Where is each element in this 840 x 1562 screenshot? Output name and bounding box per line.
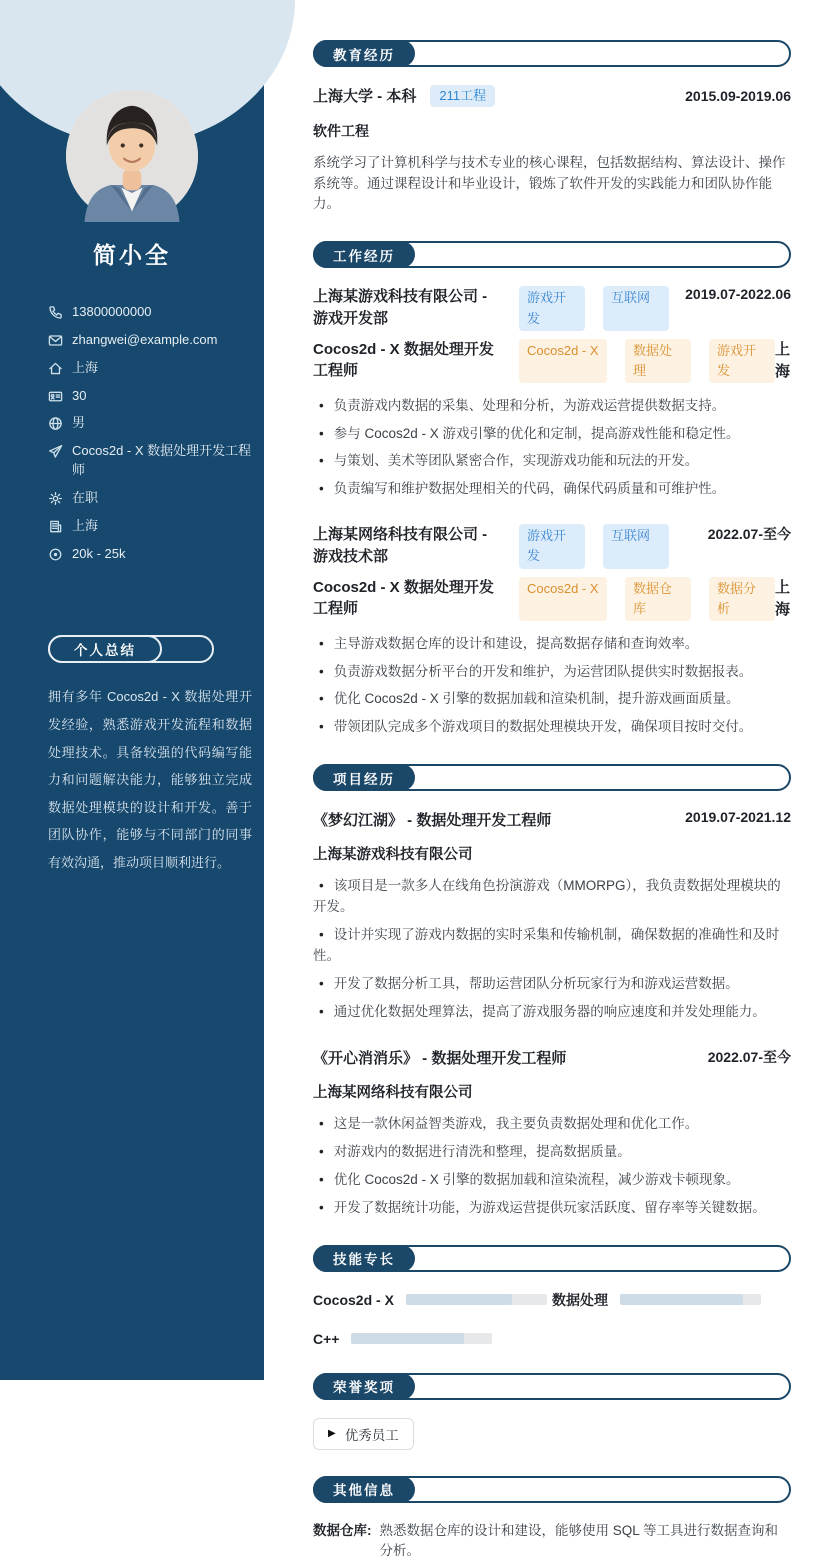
skill-tag: 数据分析	[709, 577, 775, 621]
job-entry	[313, 524, 791, 738]
job-title-row	[313, 577, 791, 622]
section-title: 技能专长	[313, 1245, 415, 1272]
skill-item	[313, 1290, 552, 1310]
contact-list	[48, 303, 252, 563]
section-awards	[313, 1373, 791, 1450]
skill-name: Cocos2d - X	[313, 1291, 394, 1308]
bullet-item	[313, 424, 791, 445]
bullet-dot: •	[319, 481, 324, 497]
bullet-dot: •	[319, 691, 324, 707]
bullet-text: 优化 Cocos2d - X 引擎的数据加载和渲染机制，提升游戏画面质量。	[333, 691, 740, 707]
skill-fill	[406, 1294, 512, 1305]
bullet-item	[313, 925, 791, 967]
section-title: 其他信息	[313, 1476, 415, 1503]
education-desc: 系统学习了计算机科学与技术专业的核心课程，包括数据结构、算法设计、操作系统等。通过课程设计和毕业设计，锻炼了软件开发的实践能力和团队协作能力。	[313, 154, 786, 212]
summary-text: 拥有多年 Cocos2d - X 数据处理开发经验，熟悉游戏开发流程和数据处理技术。具备较强的代码编写能力和问题解决能力，能够独立完成数据处理模块的设计和开发。善于团队协作，能够与不同部门的同事有效沟通，推动项目顺利进行。	[48, 689, 252, 870]
project-entry	[313, 809, 791, 1023]
mail-icon	[48, 333, 63, 348]
project-date: 2019.07-2021.12	[685, 809, 791, 826]
bullet-text: 带领团队完成多个游戏项目的数据处理模块开发，确保项目按时交付。	[333, 719, 753, 735]
industry-tags	[519, 524, 669, 568]
education-date: 2015.09-2019.06	[685, 87, 791, 104]
skill-bar	[620, 1294, 761, 1305]
bullet-item	[313, 876, 791, 918]
gear-icon	[48, 491, 63, 506]
skill-name: C++	[313, 1330, 340, 1347]
bullet-dot: •	[319, 1003, 324, 1019]
section-title: 荣誉奖项	[313, 1373, 415, 1400]
bullet-text: 开发了数据分析工具，帮助运营团队分析玩家行为和游戏运营数据。	[333, 975, 739, 991]
contact-status	[48, 489, 252, 508]
bullet-dot: •	[319, 663, 324, 679]
contact-job-title	[48, 442, 252, 480]
contact-value: 13800000000	[72, 304, 152, 319]
project-company: 上海某网络科技有限公司	[313, 1084, 473, 1101]
contact-value: Cocos2d - X 数据处理开发工程师	[72, 443, 252, 478]
contact-phone	[48, 303, 252, 322]
skill-tag: 数据仓库	[625, 577, 691, 621]
badge-211: 211工程	[430, 85, 495, 107]
contact-value: 30	[72, 387, 87, 403]
section-skills	[313, 1245, 791, 1347]
company-name: 上海某网络科技有限公司 - 游戏技术部	[313, 526, 488, 566]
job-title: Cocos2d - X 数据处理开发工程师	[313, 340, 494, 380]
education-head-row	[313, 85, 791, 107]
summary-title: 个人总结	[48, 635, 162, 663]
award-item[interactable]	[313, 1418, 414, 1450]
skill-name: 数据处理	[552, 1291, 608, 1308]
bullet-text: 对游戏内的数据进行清洗和整理，提高数据质量。	[333, 1143, 631, 1159]
bullet-text: 负责游戏内数据的采集、处理和分析，为游戏运营提供数据支持。	[333, 397, 726, 413]
bullet-dot: •	[319, 1199, 324, 1215]
contact-value: zhangwei@example.com	[72, 331, 218, 347]
other-info-text: 熟悉数据仓库的设计和建设，能够使用 SQL 等工具进行数据查询和分析。	[379, 1522, 779, 1559]
project-bullets	[313, 1114, 791, 1219]
skill-bar	[351, 1333, 492, 1344]
bullet-dot: •	[319, 635, 324, 651]
bullet-text: 优化 Cocos2d - X 引擎的数据加载和渲染流程，减少游戏卡顿现象。	[333, 1171, 740, 1187]
bullet-dot: •	[319, 1143, 324, 1159]
bullet-item	[313, 1002, 791, 1023]
project-date: 2022.07-至今	[707, 1048, 791, 1065]
skill-fill	[351, 1333, 464, 1344]
bullet-item	[313, 1142, 791, 1163]
job-date: 2022.07-至今	[707, 526, 791, 543]
industry-tags	[519, 286, 669, 330]
bullet-item	[313, 662, 791, 683]
contact-work-city	[48, 517, 252, 536]
award-label: 优秀员工	[344, 1427, 399, 1443]
contact-value: 上海	[72, 517, 99, 533]
bullet-text: 负责编写和维护数据处理相关的代码，确保代码质量和可维护性。	[333, 481, 726, 497]
contact-value: 20k - 25k	[72, 545, 126, 561]
job-company-row	[313, 286, 791, 330]
contact-city	[48, 359, 252, 378]
bullet-dot: •	[319, 397, 324, 413]
bullet-text: 参与 Cocos2d - X 游戏引擎的优化和定制，提高游戏性能和稳定性。	[333, 425, 740, 441]
education-section-header	[313, 40, 791, 67]
phone-icon	[48, 305, 63, 320]
bullet-item	[313, 396, 791, 417]
bullet-text: 主导游戏数据仓库的设计和建设，提高数据存储和查询效率。	[333, 635, 699, 651]
section-title: 教育经历	[313, 40, 415, 67]
section-work	[313, 241, 791, 738]
skill-bar	[406, 1294, 547, 1305]
section-education	[313, 40, 791, 215]
skill-fill	[620, 1294, 743, 1305]
avatar	[66, 90, 198, 222]
project-bullets	[313, 876, 791, 1023]
resume-main	[264, 0, 840, 1559]
bullet-dot: •	[319, 927, 324, 943]
bullet-dot: •	[319, 719, 324, 735]
candidate-name: 简小全	[93, 242, 171, 268]
company-name: 上海某游戏科技有限公司 - 游戏开发部	[313, 288, 488, 328]
other-section-header	[313, 1476, 791, 1503]
sidebar	[0, 0, 264, 1380]
project-entry	[313, 1047, 791, 1219]
bullet-item	[313, 634, 791, 655]
bullet-dot: •	[319, 878, 324, 894]
bullet-text: 通过优化数据处理算法，提高了游戏服务器的响应速度和并发处理能力。	[333, 1003, 766, 1019]
skill-tag: 游戏开发	[709, 339, 775, 383]
job-entry	[313, 286, 791, 500]
contact-email	[48, 331, 252, 350]
summary-section-header	[48, 635, 214, 663]
target-icon	[48, 547, 63, 562]
contact-gender	[48, 414, 252, 433]
job-location: 上海	[775, 578, 791, 619]
bullet-item	[313, 1198, 791, 1219]
skill-tags	[519, 339, 775, 383]
bullet-item	[313, 1114, 791, 1135]
job-bullets	[313, 396, 791, 501]
job-title: Cocos2d - X 数据处理开发工程师	[313, 578, 494, 618]
gender-icon	[48, 416, 63, 431]
section-title: 工作经历	[313, 241, 415, 268]
play-icon: ▶	[328, 1428, 336, 1440]
bullet-dot: •	[319, 975, 324, 991]
work-section-header	[313, 241, 791, 268]
job-title-row	[313, 339, 791, 384]
skills-section-header	[313, 1245, 791, 1272]
bullet-dot: •	[319, 1171, 324, 1187]
awards-section-header	[313, 1373, 791, 1400]
job-bullets	[313, 634, 791, 739]
home-icon	[48, 361, 63, 376]
avatar-portrait-illustration	[66, 90, 198, 222]
paper-plane-icon	[48, 444, 63, 459]
skill-item	[313, 1331, 552, 1347]
bullet-text: 该项目是一款多人在线角色扮演游戏（MMORPG），我负责数据处理模块的开发。	[313, 878, 781, 915]
bullet-text: 这是一款休闲益智类游戏，我主要负责数据处理和优化工作。	[333, 1115, 699, 1131]
bullet-item	[313, 974, 791, 995]
bullet-item	[313, 451, 791, 472]
contact-age	[48, 387, 252, 406]
skill-tag: 数据处理	[625, 339, 691, 383]
skill-tag: Cocos2d - X	[519, 339, 607, 383]
bullet-text: 开发了数据统计功能，为游戏运营提供玩家活跃度、留存率等关键数据。	[333, 1199, 766, 1215]
bullet-item	[313, 1170, 791, 1191]
job-date: 2019.07-2022.06	[685, 286, 791, 303]
other-info-label: 数据仓库:	[313, 1522, 372, 1538]
id-card-icon	[48, 389, 63, 404]
skill-tag: Cocos2d - X	[519, 577, 607, 621]
job-location: 上海	[775, 340, 791, 381]
industry-tag: 游戏开发	[519, 286, 585, 330]
industry-tag: 互联网	[603, 524, 669, 568]
project-head-row	[313, 1047, 791, 1068]
contact-value: 男	[72, 415, 86, 431]
contact-value: 在职	[72, 489, 99, 505]
contact-value: 上海	[72, 359, 99, 375]
project-name: 《开心消消乐》 - 数据处理开发工程师	[313, 1049, 567, 1067]
project-company: 上海某游戏科技有限公司	[313, 847, 473, 864]
projects-section-header	[313, 764, 791, 791]
section-title: 项目经历	[313, 764, 415, 791]
school-name: 上海大学 - 本科	[313, 88, 417, 106]
bullet-dot: •	[319, 1115, 324, 1131]
major-name: 软件工程	[313, 122, 369, 139]
section-other	[313, 1476, 791, 1562]
skill-tags	[519, 577, 775, 621]
contact-salary	[48, 545, 252, 564]
bullet-item	[313, 689, 791, 710]
section-projects	[313, 764, 791, 1218]
project-head-row	[313, 809, 791, 830]
bullet-text: 与策划、美术等团队紧密合作，实现游戏功能和玩法的开发。	[333, 453, 699, 469]
building-icon	[48, 519, 63, 534]
bullet-item	[313, 479, 791, 500]
industry-tag: 游戏开发	[519, 524, 585, 568]
bullet-dot: •	[319, 425, 324, 441]
bullet-dot: •	[319, 453, 324, 469]
job-company-row	[313, 524, 791, 568]
bullet-text: 负责游戏数据分析平台的开发和维护，为运营团队提供实时数据报表。	[333, 663, 753, 679]
skills-grid	[313, 1290, 791, 1347]
skill-item	[552, 1290, 791, 1310]
other-info-row	[313, 1521, 791, 1562]
bullet-text: 设计并实现了游戏内数据的实时采集和传输机制，确保数据的准确性和及时性。	[313, 927, 780, 964]
bullet-item	[313, 717, 791, 738]
industry-tag: 互联网	[603, 286, 669, 330]
project-name: 《梦幻江湖》 - 数据处理开发工程师	[313, 812, 552, 830]
